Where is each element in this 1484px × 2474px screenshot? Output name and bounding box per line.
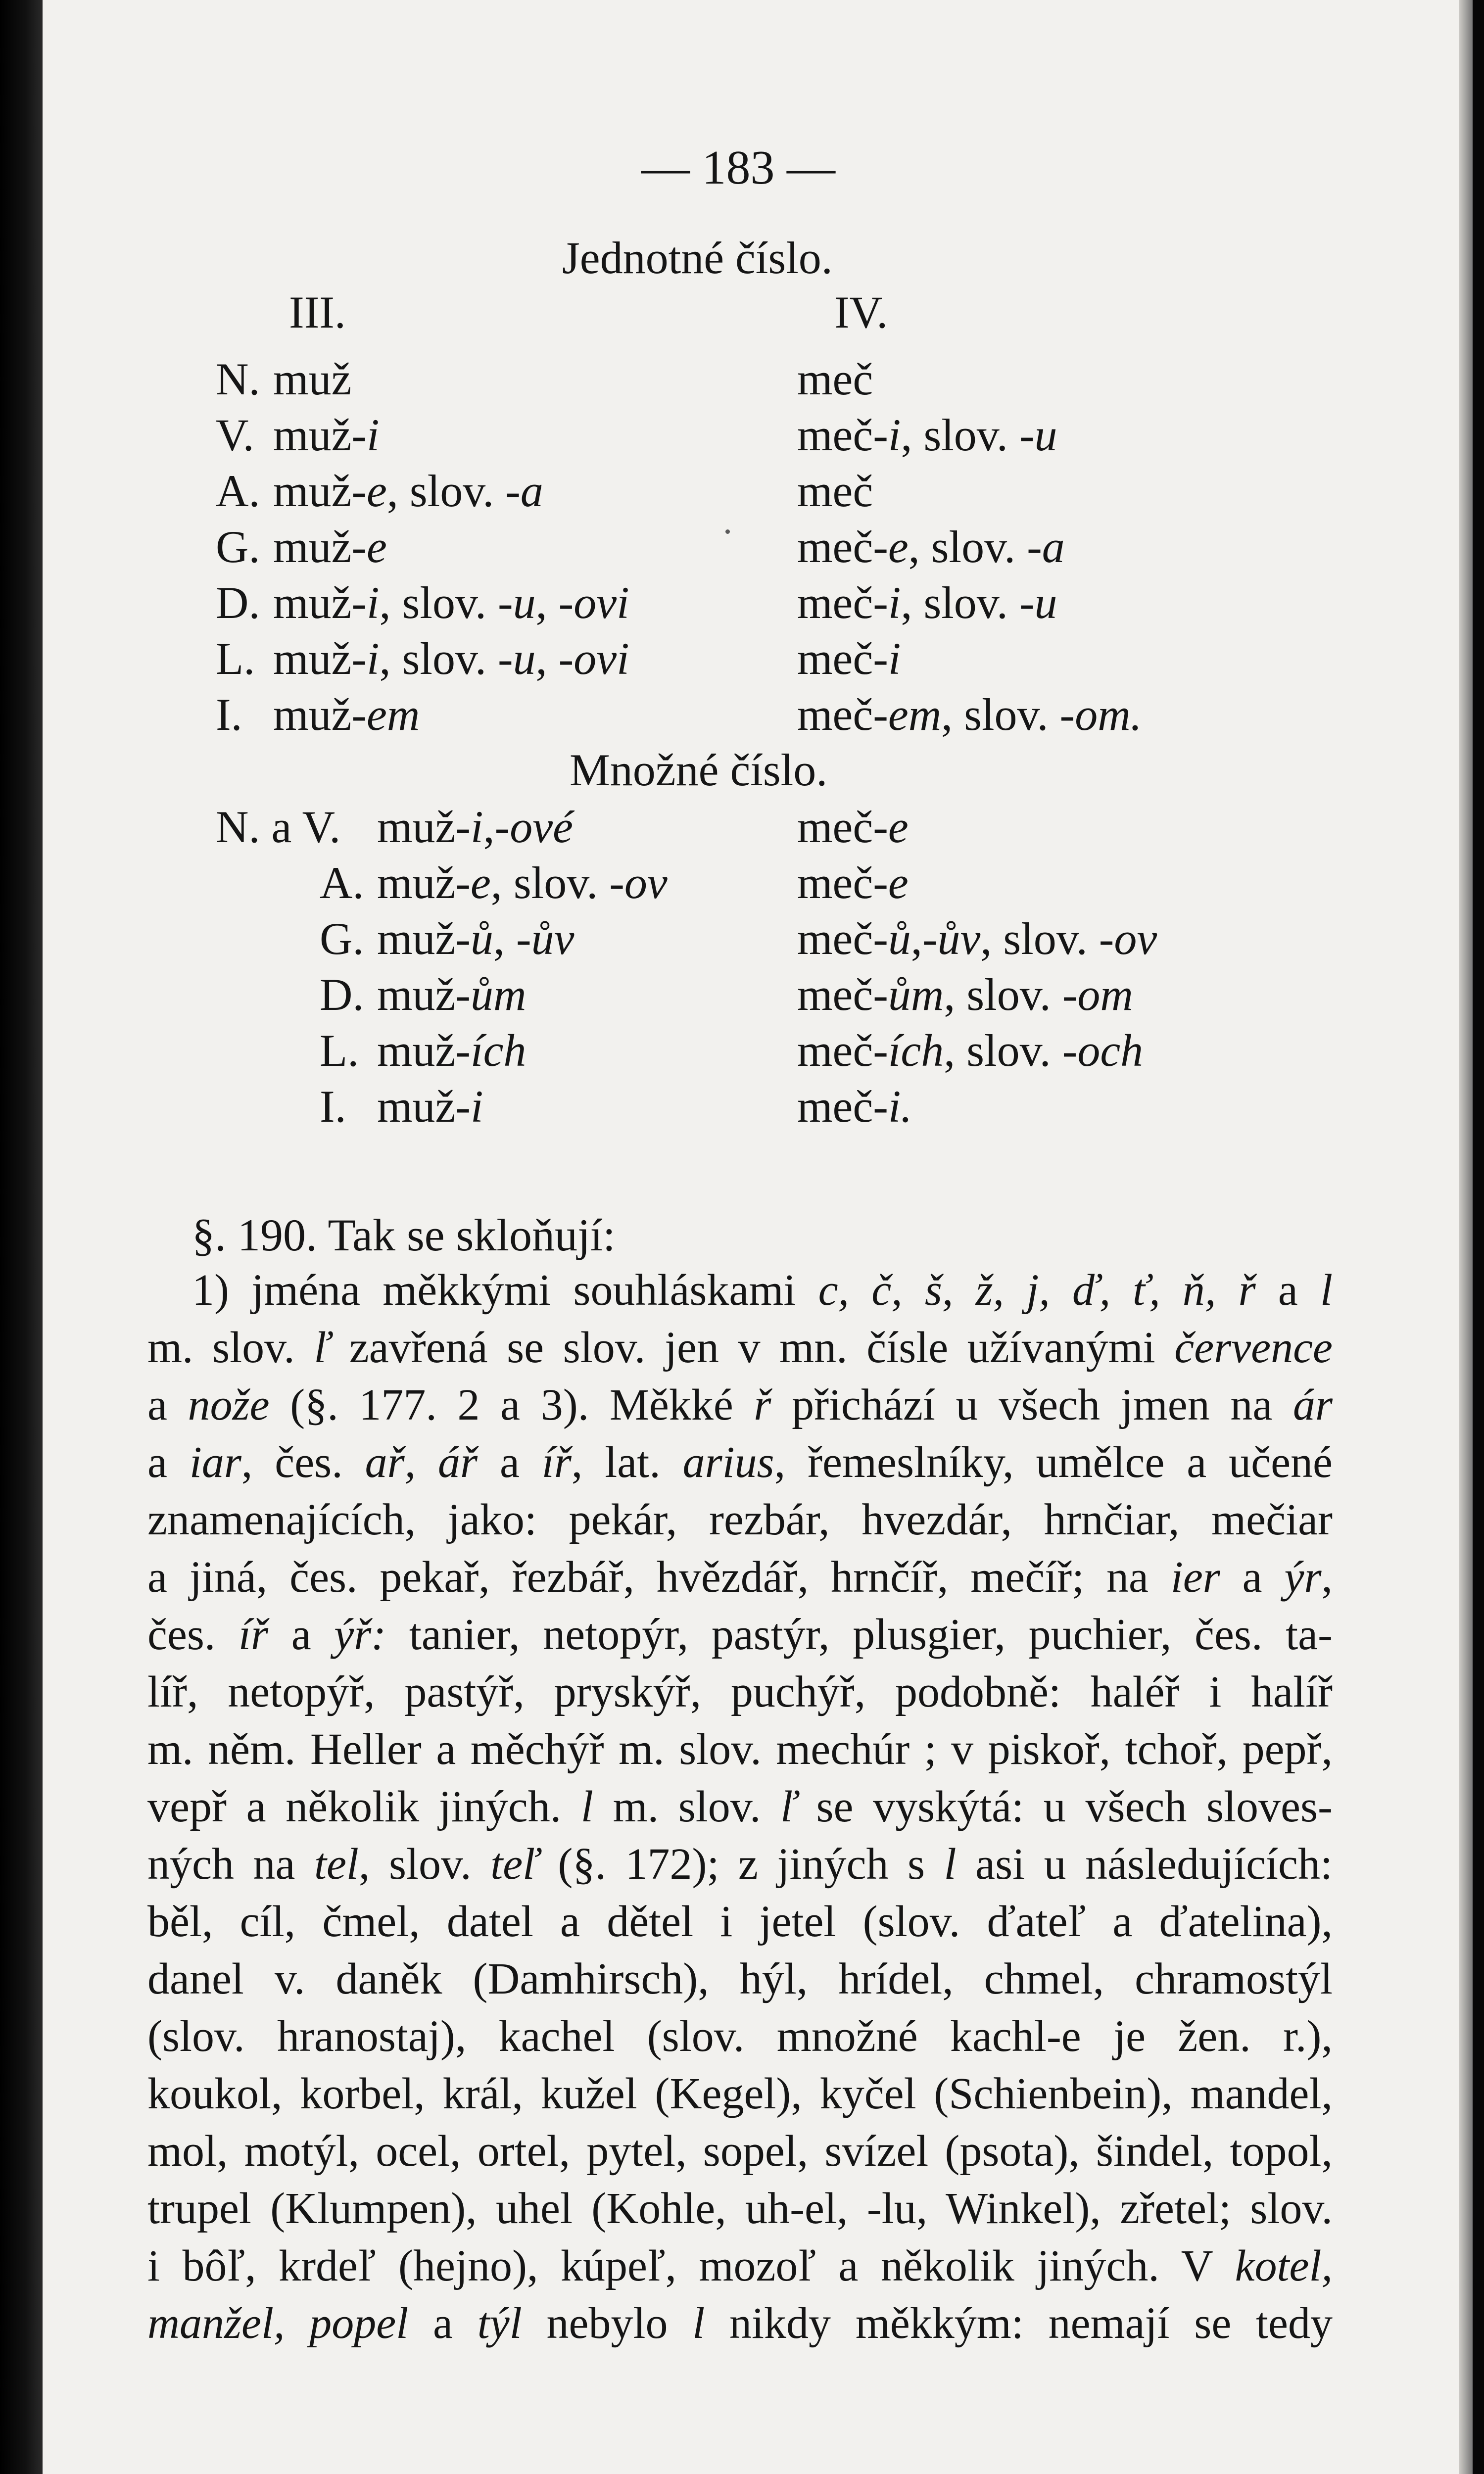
text-segment: e — [367, 522, 387, 572]
text-segment: koukol, korbel, král, kužel (Kegel), kyčel (Schienbein), mandel, — [147, 2069, 1333, 2118]
text-segment: ov — [1114, 913, 1157, 964]
text-segment: muž- — [377, 857, 471, 908]
body-line — [147, 2237, 1333, 2294]
text-segment: (§. 177. 2 a 3). Měkké — [269, 1380, 754, 1429]
body-line — [192, 1262, 1333, 1319]
text-segment: m. něm. Heller a měchýř m. slov. mechúr ; v piskoř, tchoř, pepř, — [147, 1725, 1333, 1774]
mec-form — [797, 1081, 912, 1132]
text-segment: nebylo — [522, 2299, 693, 2348]
text-segment: om. — [1075, 689, 1142, 740]
text-segment: e — [888, 857, 909, 908]
case-label: L. — [216, 633, 255, 684]
case-label: D. — [216, 577, 260, 628]
text-segment: ovi — [574, 577, 629, 628]
text-segment: muž- — [273, 410, 367, 460]
page-edge — [1459, 0, 1473, 2474]
text-segment: , slov. - — [386, 466, 521, 516]
text-segment: meč- — [797, 410, 888, 460]
text-segment: ích — [471, 1025, 527, 1076]
text-segment: a — [147, 1380, 188, 1429]
text-segment: nože — [188, 1380, 270, 1429]
text-segment: l — [1320, 1266, 1333, 1315]
section-heading: §. 190. Tak se skloňují: — [192, 1210, 616, 1260]
text-segment: muž- — [273, 466, 367, 516]
text-segment: a — [478, 1438, 542, 1487]
mec-form — [797, 468, 873, 514]
text-segment: teľ — [490, 1840, 539, 1889]
body-line — [147, 1778, 1333, 1835]
case-label: G. — [320, 913, 364, 964]
text-segment: danel v. daněk (Damhirsch), hýl, hrídel, chmel, chramostýl — [147, 1954, 1333, 2003]
text-segment: em — [367, 689, 420, 740]
body-line — [147, 1893, 1333, 1950]
text-segment: meč- — [797, 633, 888, 684]
text-segment: l — [580, 1782, 593, 1831]
text-segment: u — [1034, 577, 1057, 628]
mec-form — [797, 412, 1057, 458]
text-segment: i — [367, 577, 380, 628]
muz-form — [377, 1081, 483, 1132]
singular-heading: Jednotné číslo. — [562, 233, 833, 283]
text-segment: ,- — [910, 913, 938, 964]
text-segment: i — [888, 633, 901, 684]
book-gutter — [0, 0, 43, 2474]
text-segment: ýr — [1284, 1553, 1322, 1602]
text-segment: meč- — [797, 857, 888, 908]
text-segment: a jiná, čes. pekař, řezbář, hvězdář, hrnčíř, mečíř; na — [147, 1553, 1171, 1602]
text-segment: ľ — [780, 1782, 797, 1831]
body-line — [147, 1664, 1333, 1720]
text-segment: ýř: — [334, 1610, 386, 1659]
case-label: D. — [320, 969, 364, 1020]
case-label: A. — [320, 857, 364, 908]
text-segment: a — [147, 1438, 190, 1487]
text-segment: e — [888, 802, 909, 852]
text-segment: , lat. — [571, 1438, 683, 1487]
text-segment: i — [888, 410, 901, 460]
mec-form — [797, 577, 1057, 628]
text-segment: ů — [471, 913, 494, 964]
text-segment: , — [1321, 1553, 1333, 1602]
text-segment: meč — [797, 354, 873, 404]
text-segment: ích — [888, 1025, 944, 1076]
body-line — [147, 2180, 1333, 2237]
text-segment: meč- — [797, 1081, 888, 1132]
body-line — [147, 1434, 1333, 1491]
text-segment: meč- — [797, 913, 888, 964]
text-segment: , slov. - — [490, 857, 624, 908]
text-segment: čes. — [147, 1610, 239, 1659]
text-segment: meč- — [797, 689, 888, 740]
body-line — [147, 1951, 1333, 2007]
text-segment: běl, cíl, čmel, datel a dětel i jetel (slov. ďateľ a ďatelina), — [147, 1897, 1333, 1946]
text-segment: m. slov. — [593, 1782, 781, 1831]
body-line — [147, 1836, 1333, 1893]
text-segment: přichází u všech jmen na — [771, 1380, 1293, 1429]
text-segment: iar — [189, 1438, 241, 1487]
case-label: I. — [216, 689, 242, 740]
case-label: V. — [216, 410, 254, 460]
text-segment: ř — [754, 1380, 771, 1429]
muz-form — [377, 1025, 527, 1076]
column-label-iii: III. — [289, 287, 346, 337]
body-line — [147, 1491, 1333, 1548]
text-segment: ,- — [483, 802, 510, 852]
text-segment: , řemeslníky, umělce a učené — [774, 1438, 1333, 1487]
text-segment: e — [888, 522, 909, 572]
text-segment: , čes. — [241, 1438, 365, 1487]
body-line — [147, 1377, 1333, 1433]
text-segment: muž- — [273, 633, 367, 684]
text-segment: u — [513, 633, 536, 684]
text-segment: tanier, netopýr, pastýr, plusgier, puchier, čes. ta- — [386, 1610, 1333, 1659]
body-line — [147, 2295, 1333, 2352]
column-label-iv: IV. — [834, 287, 888, 337]
text-segment: zavřená se slov. jen v mn. čísle užívanými — [330, 1323, 1175, 1372]
text-segment: om — [1077, 969, 1133, 1020]
text-segment: ům — [471, 969, 527, 1020]
text-segment: a — [408, 2299, 478, 2348]
text-segment: , slov. - — [944, 1025, 1078, 1076]
body-line — [147, 2065, 1333, 2122]
text-segment: i bôľ, krdeľ (hejno), kúpeľ, mozoľ a několik jiných. V — [147, 2241, 1235, 2290]
text-segment: muž- — [273, 689, 367, 740]
paper-speck — [725, 529, 730, 534]
muz-form — [377, 857, 668, 908]
text-segment: ům — [888, 969, 944, 1020]
body-line — [147, 1319, 1333, 1376]
body-line — [147, 1549, 1333, 1606]
text-segment: i — [471, 802, 483, 852]
text-segment: tel — [314, 1840, 359, 1889]
mec-form — [797, 913, 1157, 964]
text-segment: týl — [477, 2299, 522, 2348]
text-segment: 1) jména měkkými souhláskami — [192, 1266, 818, 1315]
muz-form — [377, 913, 574, 964]
text-segment: znamenajících, jako: pekár, rezbár, hvezdár, hrnčiar, mečiar — [147, 1495, 1333, 1544]
text-segment: se vyskýtá: u všech sloves- — [796, 1782, 1333, 1831]
text-segment: trupel (Klumpen), uhel (Kohle, uh-el, -lu, Winkel), zřetel; slov. — [147, 2184, 1333, 2233]
plural-heading: Množné číslo. — [570, 745, 828, 795]
book-page — [43, 0, 1473, 2474]
muz-form — [377, 969, 527, 1020]
page-number: — 183 — — [641, 141, 835, 194]
muz-form — [273, 356, 351, 402]
text-segment: meč- — [797, 577, 888, 628]
text-segment: ův — [531, 913, 574, 964]
text-segment: líř, netopýř, pastýř, pryskýř, puchýř, podobně: haléř i halíř — [147, 1667, 1333, 1716]
text-segment: íř — [239, 1610, 269, 1659]
text-segment: a — [520, 466, 543, 516]
text-segment: vepř a několik jiných. — [147, 1782, 581, 1831]
text-segment: nikdy měkkým: nemají se tedy — [705, 2299, 1333, 2348]
text-segment: meč- — [797, 1025, 888, 1076]
text-segment: ár — [1293, 1380, 1333, 1429]
text-segment: muž — [273, 354, 352, 404]
muz-form — [273, 524, 387, 570]
muz-form — [273, 633, 629, 684]
text-segment: , slov. - — [908, 522, 1042, 572]
text-segment: arius — [682, 1438, 774, 1487]
text-segment: mol, motýl, ocel, ortel, pytel, sopel, svízel (psota), šindel, topol, — [147, 2127, 1333, 2176]
text-segment: asi u následujících: — [956, 1840, 1333, 1889]
body-line — [147, 2008, 1333, 2065]
text-segment: , - — [535, 577, 574, 628]
mec-form — [797, 633, 901, 684]
text-segment: , slov. - — [944, 969, 1078, 1020]
mec-form — [797, 689, 1142, 740]
body-line — [147, 1606, 1333, 1663]
text-segment: i — [888, 577, 901, 628]
text-segment: i. — [888, 1081, 912, 1132]
text-segment: ných na — [147, 1840, 314, 1889]
mec-form — [797, 969, 1133, 1020]
case-label: A. — [216, 466, 260, 516]
text-segment: manžel, popel — [147, 2299, 409, 2348]
mec-form — [797, 857, 909, 908]
text-segment: meč- — [797, 969, 888, 1020]
text-segment: a — [1042, 522, 1065, 572]
muz-form — [377, 804, 573, 850]
text-segment: l — [692, 2299, 705, 2348]
text-segment: ovi — [574, 633, 629, 684]
text-segment: meč — [797, 466, 873, 516]
text-segment: muž- — [273, 522, 367, 572]
text-segment: a — [1255, 1266, 1320, 1315]
text-segment: m. slov. — [147, 1323, 314, 1372]
body-line — [147, 1721, 1333, 1778]
text-segment: e — [367, 466, 387, 516]
text-segment: l — [944, 1840, 957, 1889]
text-segment: , slov. - — [901, 410, 1035, 460]
text-segment: , slov. - — [379, 577, 513, 628]
text-segment: , slov. — [358, 1840, 491, 1889]
case-label: I. — [320, 1081, 346, 1132]
text-segment: muž- — [377, 802, 471, 852]
text-segment: , slov. - — [941, 689, 1075, 740]
text-segment: července — [1174, 1323, 1333, 1372]
text-segment: i — [471, 1081, 483, 1132]
text-segment: a — [268, 1610, 335, 1659]
text-segment: muž- — [273, 577, 367, 628]
text-segment: ů — [888, 913, 911, 964]
text-segment: , slov. - — [980, 913, 1114, 964]
mec-form — [797, 524, 1065, 570]
text-segment: íř — [541, 1438, 572, 1487]
text-segment: , slov. - — [379, 633, 513, 684]
text-segment: u — [513, 577, 536, 628]
text-segment: u — [1034, 410, 1057, 460]
case-label: N. — [216, 354, 260, 404]
mec-form — [797, 804, 909, 850]
text-segment: em — [888, 689, 942, 740]
text-segment: muž- — [377, 913, 471, 964]
muz-form — [273, 468, 543, 514]
text-segment: (§. 172); z jiných s — [538, 1840, 944, 1889]
text-segment: i — [367, 410, 380, 460]
case-label: N. a V. — [216, 802, 341, 852]
case-label: G. — [216, 522, 260, 572]
text-segment: a — [1220, 1553, 1285, 1602]
text-segment: ľ — [314, 1323, 331, 1372]
text-segment: ier — [1170, 1553, 1220, 1602]
text-segment: ov — [624, 857, 668, 908]
mec-form — [797, 356, 873, 402]
muz-form — [273, 689, 420, 740]
text-segment: , - — [493, 913, 531, 964]
text-segment: meč- — [797, 522, 888, 572]
text-segment: , slov. - — [901, 577, 1035, 628]
case-label: L. — [320, 1025, 359, 1076]
text-segment: muž- — [377, 1025, 471, 1076]
text-segment: meč- — [797, 802, 888, 852]
text-segment: kotel, — [1235, 2241, 1333, 2290]
text-segment: ař, ář — [365, 1438, 478, 1487]
text-segment: ův — [937, 913, 981, 964]
text-segment: c, č, š, ž, j, ď, ť, ň, ř — [818, 1266, 1256, 1315]
text-segment: och — [1077, 1025, 1144, 1076]
text-segment: i — [367, 633, 380, 684]
text-segment: (slov. hranostaj), kachel (slov. množné kachl-e je žen. r.), — [147, 2012, 1333, 2061]
body-line — [147, 2123, 1333, 2180]
text-segment: e — [471, 857, 491, 908]
muz-form — [273, 412, 380, 458]
mec-form — [797, 1025, 1144, 1076]
text-segment: muž- — [377, 969, 471, 1020]
text-segment: , - — [535, 633, 574, 684]
text-segment: muž- — [377, 1081, 471, 1132]
muz-form — [273, 577, 629, 628]
text-segment: ové — [510, 802, 573, 852]
